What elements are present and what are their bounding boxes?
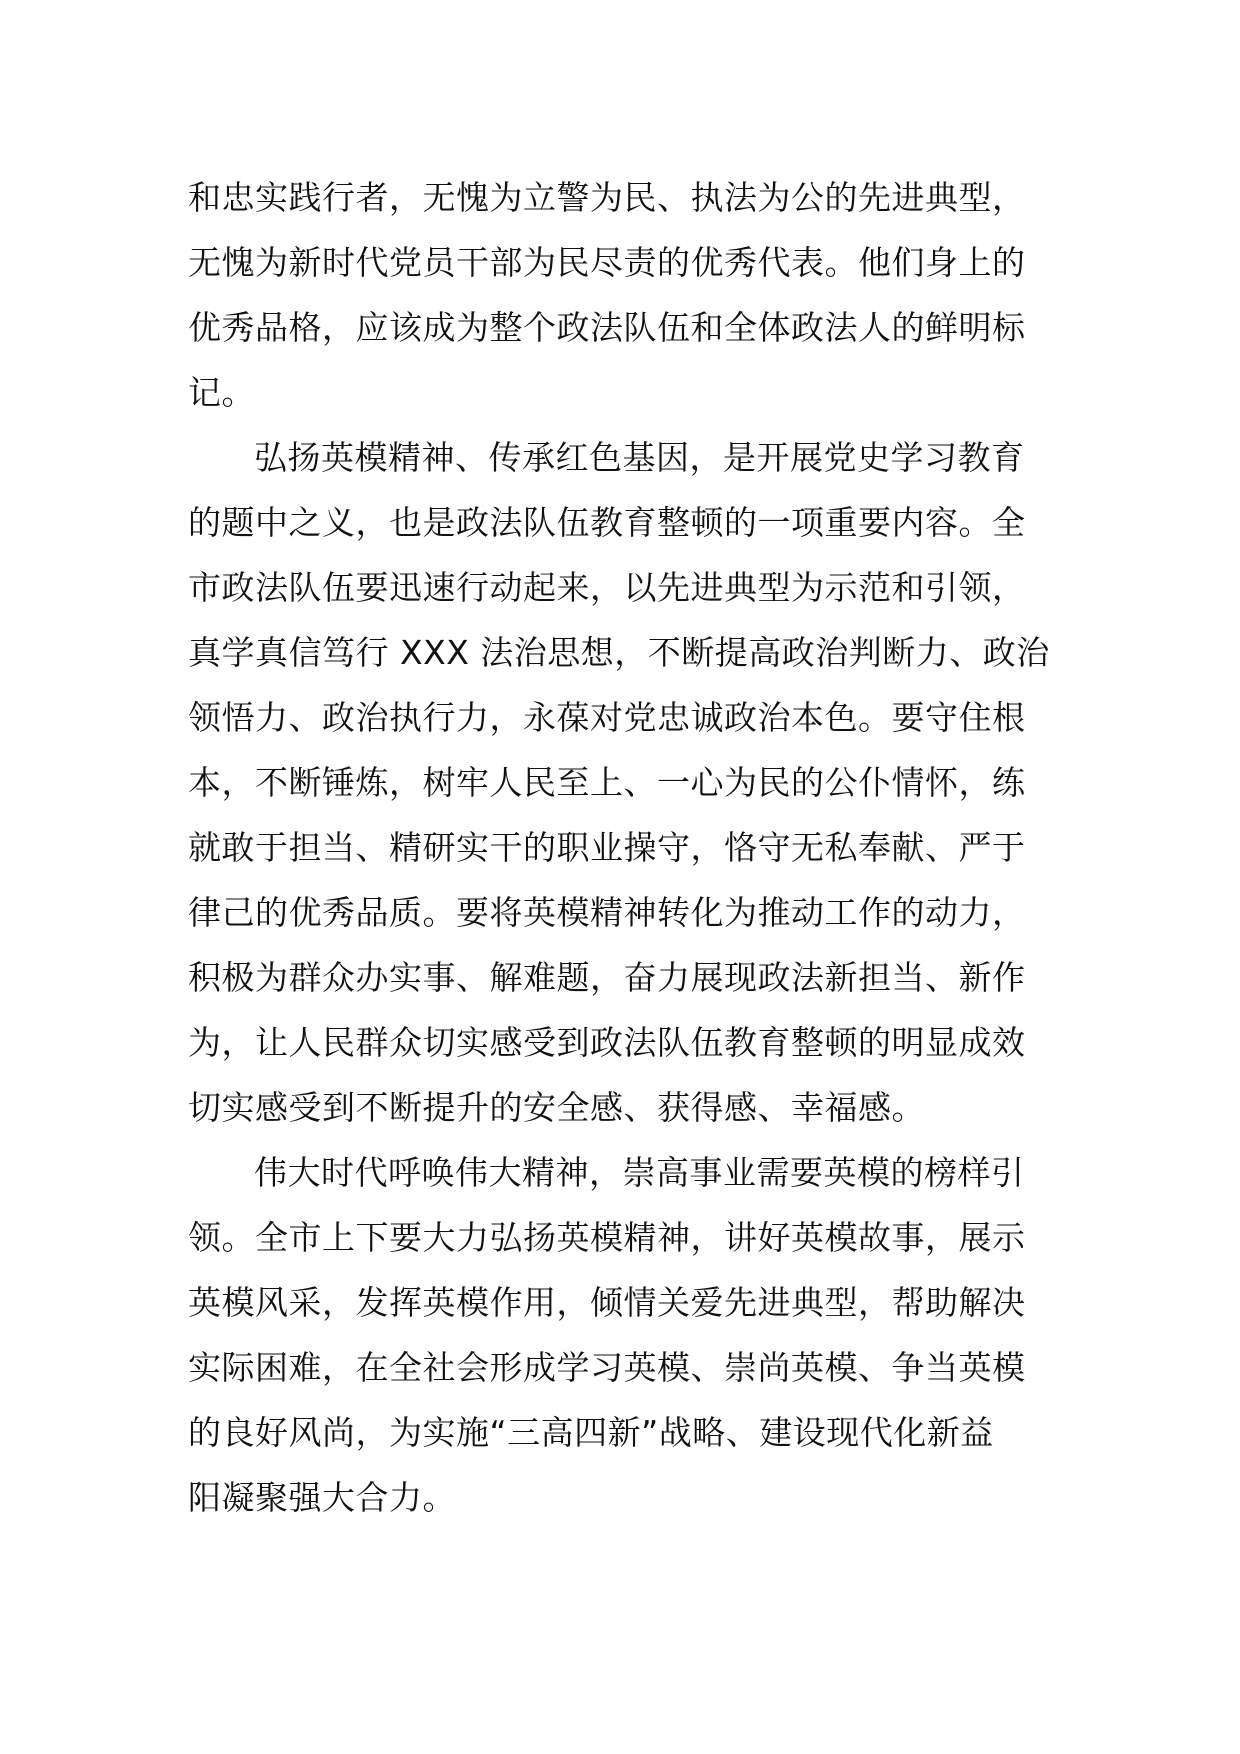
paragraph-line: 弘扬英模精神、传承红色基因，是开展党史学习教育 xyxy=(254,438,1025,477)
paragraph-line: 本，不断锤炼，树牢人民至上、一心为民的公仆情怀，练 xyxy=(188,763,1026,802)
document-body xyxy=(188,165,1068,1530)
paragraph-line: 无愧为新时代党员干部为民尽责的优秀代表。他们身上的 xyxy=(188,243,1026,282)
paragraph-line: 英模风采，发挥英模作用，倾情关爱先进典型，帮助解决 xyxy=(188,1283,1026,1322)
paragraph-line: 阳凝聚强大合力。 xyxy=(188,1478,456,1517)
paragraph-line: 的良好风尚，为实施“三高四新”战略、建设现代化新益 xyxy=(188,1413,994,1452)
paragraph-line: 为，让人民群众切实感受到政法队伍教育整顿的明显成效 xyxy=(188,1023,1026,1062)
paragraph-line: 领。全市上下要大力弘扬英模精神，讲好英模故事，展示 xyxy=(188,1218,1026,1257)
paragraph-line: 领悟力、政治执行力，永葆对党忠诚政治本色。要守住根 xyxy=(188,698,1026,737)
paragraph-line: 记。 xyxy=(188,373,255,412)
paragraph-line: 的题中之义，也是政法队伍教育整顿的一项重要内容。全 xyxy=(188,503,1026,542)
paragraph-line: 律己的优秀品质。要将英模精神转化为推动工作的动力， xyxy=(188,893,1026,932)
paragraph-line: 和忠实践行者，无愧为立警为民、执法为公的先进典型， xyxy=(188,178,1026,217)
paragraph-line: 就敢于担当、精研实干的职业操守，恪守无私奉献、严于 xyxy=(188,828,1026,867)
paragraph-line: 优秀品格，应该成为整个政法队伍和全体政法人的鲜明标 xyxy=(188,308,1026,347)
paragraph-line: 实际困难，在全社会形成学习英模、崇尚英模、争当英模 xyxy=(188,1348,1026,1387)
paragraph-3 xyxy=(188,1140,1068,1530)
paragraph-2 xyxy=(188,425,1068,1140)
paragraph-line: 切实感受到不断提升的安全感、获得感、幸福感。 xyxy=(188,1088,925,1127)
paragraph-line: 伟大时代呼唤伟大精神，崇高事业需要英模的榜样引 xyxy=(254,1153,1025,1192)
paragraph-line: 真学真信笃行 XXX 法治思想，不断提高政治判断力、政治 xyxy=(188,633,1050,672)
paragraph-line: 积极为群众办实事、解难题，奋力展现政法新担当、新作 xyxy=(188,958,1026,997)
paragraph-line: 市政法队伍要迅速行动起来，以先进典型为示范和引领， xyxy=(188,568,1026,607)
paragraph-1 xyxy=(188,165,1068,425)
